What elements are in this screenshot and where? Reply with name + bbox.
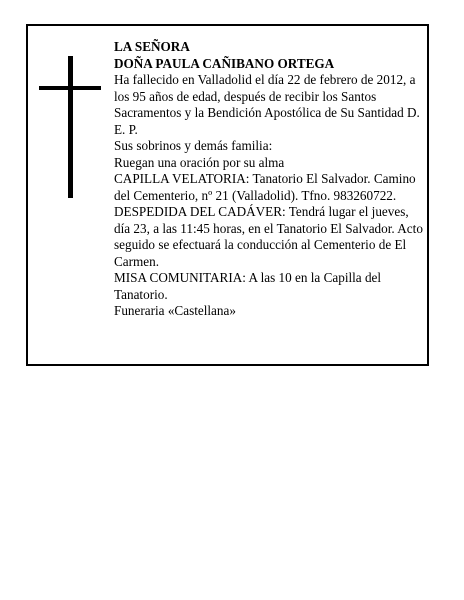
cross-vertical-bar bbox=[68, 56, 73, 198]
wake-chapel-info: CAPILLA VELATORIA: Tanatorio El Salvador. Camino del Cementerio, nº 21 (Valladolid). Tfno. 983260722. bbox=[114, 171, 416, 203]
community-mass-info: MISA COMUNITARIA: A las 10 en la Capilla del Tanatorio. bbox=[114, 270, 382, 302]
notice-text bbox=[114, 39, 426, 320]
cross-horizontal-bar bbox=[39, 86, 101, 90]
obituary-notice bbox=[26, 24, 429, 366]
notice-title-line1: LA SEÑORA bbox=[114, 39, 190, 54]
death-announcement: Ha fallecido en Valladolid el día 22 de febrero de 2012, a los 95 años de edad, después de recibir los Santos Sacramentos y la Bendición Apostólica de Su Santidad D. E. P. bbox=[114, 72, 420, 137]
notice-title-name: DOÑA PAULA CAÑIBANO ORTEGA bbox=[114, 55, 335, 71]
funeral-home: Funeraria «Castellana» bbox=[114, 303, 236, 318]
prayer-request: Ruegan una oración por su alma bbox=[114, 154, 285, 170]
farewell-info: DESPEDIDA DEL CADÁVER: Tendrá lugar el jueves, día 23, a las 11:45 horas, en el Tanatorio El Salvador. Acto seguido se efectuará la conducción al Cementerio de El Carmen. bbox=[114, 204, 423, 269]
family-line: Sus sobrinos y demás familia: bbox=[114, 138, 273, 153]
